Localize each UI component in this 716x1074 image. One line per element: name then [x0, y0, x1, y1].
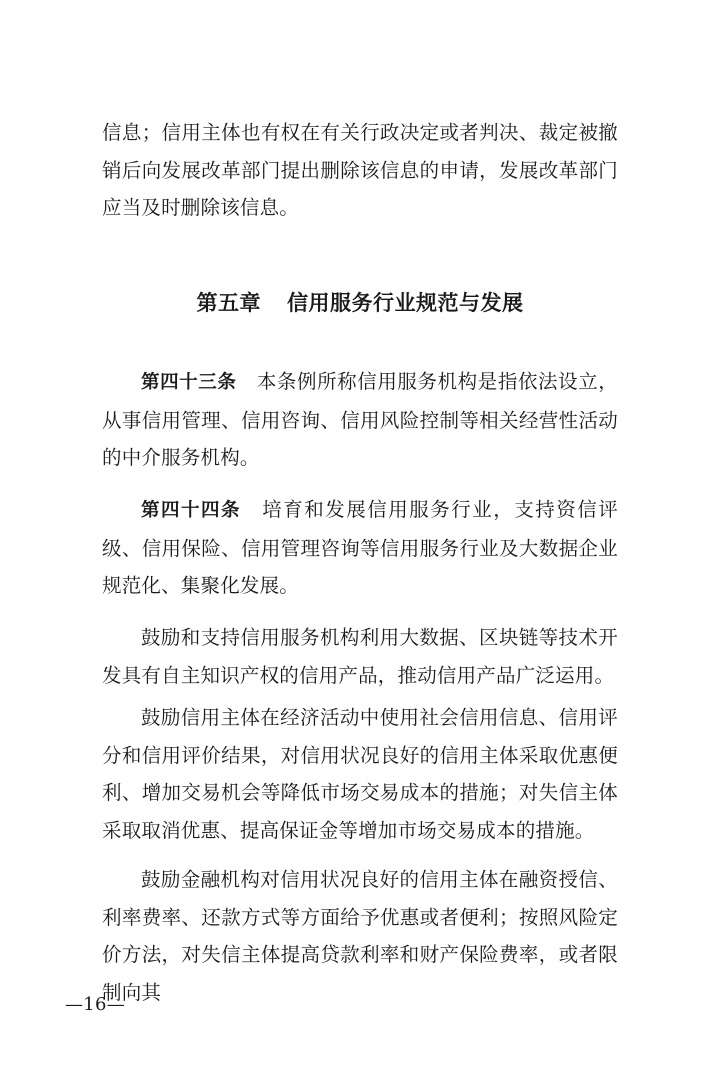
article-43-label: 第四十三条 [141, 372, 237, 393]
paragraph-3: 鼓励和支持信用服务机构利用大数据、区块链等技术开发具有自主知识产权的信用产品，推动信用产品广泛运用。 [102, 626, 618, 687]
chapter-heading [102, 285, 618, 321]
page-number: —16— [65, 994, 126, 1015]
paragraph-5: 鼓励金融机构对信用状况良好的信用主体在融资授信、利率费率、还款方式等方面给予优惠或者便利；按照风险定价方法，对失信主体提高贷款利率和财产保险费率，或者限制向其 [102, 868, 618, 1004]
article-44-text: 培育和发展信用服务行业，支持资信评级、信用保险、信用管理咨询等信用服务行业及大数据企业规范化、集聚化发展。 [102, 498, 618, 597]
article-43-text: 本条例所称信用服务机构是指依法设立，从事信用管理、信用咨询、信用风险控制等相关经营性活动的中介服务机构。 [102, 370, 618, 469]
article-43 [102, 363, 618, 477]
paragraph-4: 鼓励信用主体在经济活动中使用社会信用信息、信用评分和信用评价结果，对信用状况良好的信用主体采取优惠便利、增加交易机会等降低市场交易成本的措施；对失信主体采取取消优惠、提高保证金等增加市场交易成本的措施。 [102, 706, 618, 842]
paragraph-intro: 信息；信用主体也有权在有关行政决定或者判决、裁定被撤销后向发展改革部门提出删除该信息的申请，发展改革部门应当及时删除该信息。 [102, 121, 618, 219]
chapter-title: 信用服务行业规范与发展 [287, 290, 524, 315]
article-44-label: 第四十四条 [141, 500, 241, 521]
article-44 [102, 491, 618, 605]
chapter-number: 第五章 [196, 290, 261, 315]
